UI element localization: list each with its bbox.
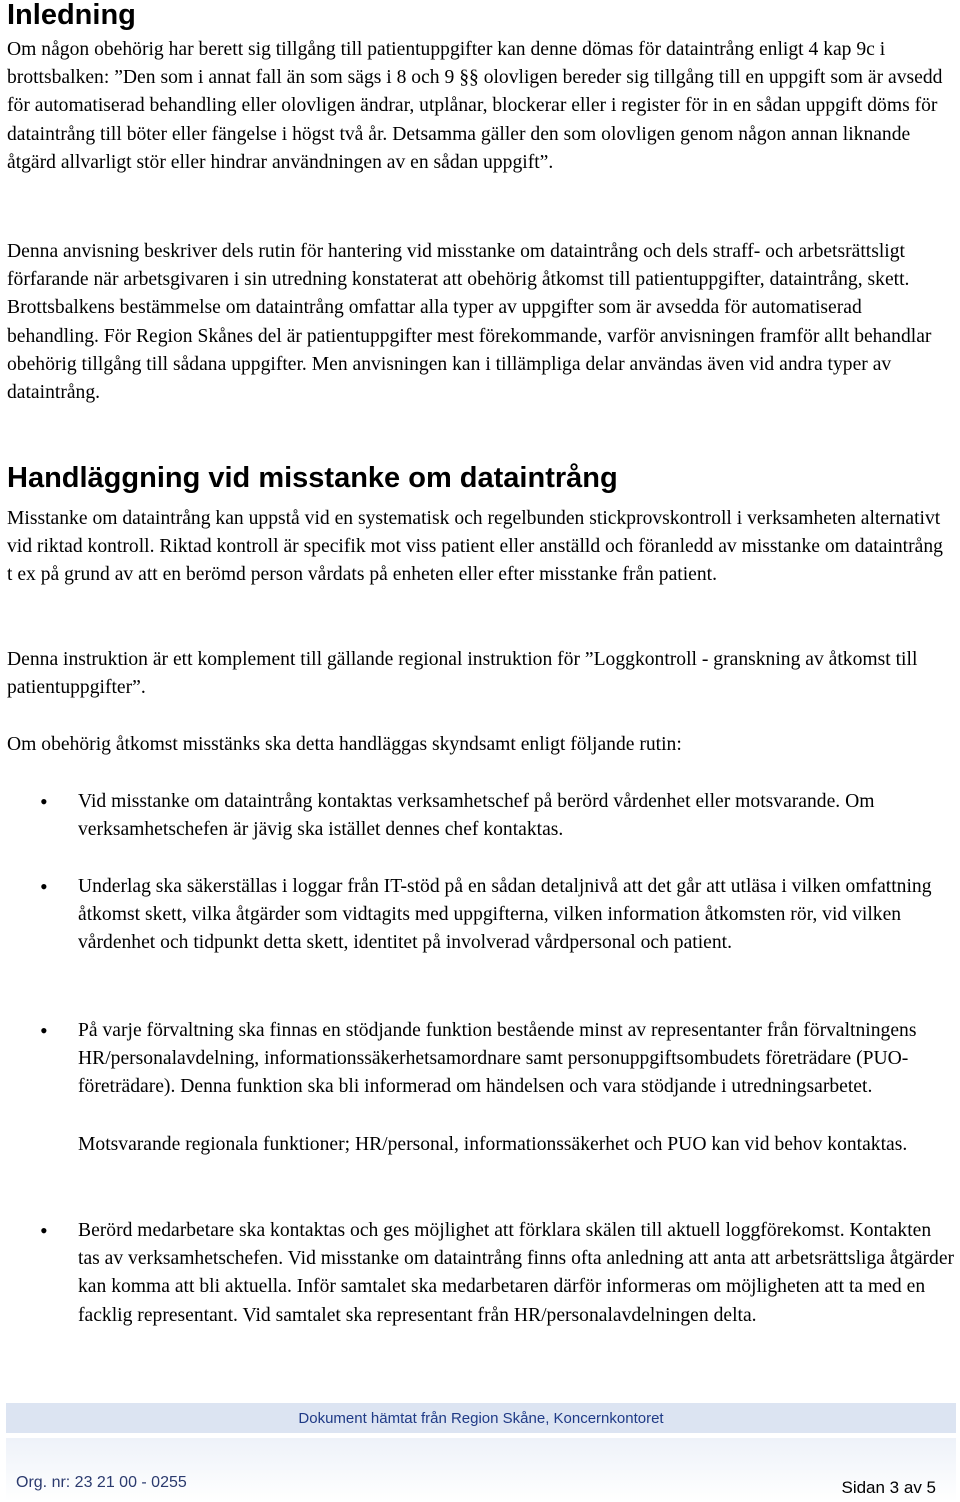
section-paragraph-1: Misstanke om dataintrång kan uppstå vid en systematisk och regelbunden stickprovskontroll i verksamheten alternativt vid riktad kontroll. Riktad kontroll är specifik mot viss patient eller anställd och föranledd av misstanke om dataintrång t ex på grund av att en berömd person vårdats på enheten eller efter misstanke från patient.	[7, 508, 943, 586]
bullet-item-3-continuation: Motsvarande regionala funktioner; HR/personal, informationssäkerhet och PUO kan vid behov kontaktas.	[78, 1134, 908, 1155]
intro-paragraph-2: Denna anvisning beskriver dels rutin för hantering vid misstanke om dataintrång och dels straff- och arbetsrättsligt förfarande när arbetsgivaren i sin utredning konstaterat att obehörig åtkomst till patientuppgifter, dataintrång, skett. Brottsbalkens bestämmelse om dataintrång omfattar alla typer av uppgifter som är avsedda för automatiserad behandling. För Region Skånes del är patientuppgifter mest förekommande, varför anvisningen framför allt behandlar obehörig tillgång till sådana uppgifter. Men anvisningen kan i tillämpliga delar användas även vid andra typer av dataintrång.	[7, 241, 932, 404]
bullet-dot-icon: •	[40, 874, 48, 899]
section-paragraph-2: Denna instruktion är ett komplement till gällande regional instruktion för ”Loggkontroll - granskning av åtkomst till patientuppgifter”.	[7, 649, 918, 699]
bullet-item-2: Underlag ska säkerställas i loggar från IT-stöd på en sådan detaljnivå att det går att utläsa i vilken omfattning åtkomst skett, vilka åtgärder som vidtagits med uppgifterna, vilken information åtkomsten rör, vid vilken vårdenhet och tidpunkt detta skett, identitet på involverad vårdpersonal och patient.	[78, 876, 932, 954]
footer-source-band	[6, 1403, 956, 1433]
footer-source-text: Dokument hämtat från Region Skåne, Koncernkontoret	[298, 1409, 664, 1427]
section-paragraph-3: Om obehörig åtkomst misstänks ska detta handläggas skyndsamt enligt följande rutin:	[7, 734, 682, 755]
bullet-item-4: Berörd medarbetare ska kontaktas och ges möjlighet att förklara skälen till aktuell loggförekomst. Kontakten tas av verksamhetschefen. Vid misstanke om dataintrång finns ofta anledning att anta att arbetsrättsliga åtgärder kan komma att bli aktuella. Inför samtalet ska medarbetaren därför informeras om möjligheten att ta med en facklig representant. Vid samtalet ska representant från HR/personalavdelningen delta.	[78, 1220, 955, 1326]
intro-paragraph-1: Om någon obehörig har berett sig tillgång till patientuppgifter kan denne dömas för dataintrång enligt 4 kap 9c i brottsbalken: ”Den som i annat fall än som sägs i 8 och 9 §§ olovligen bereder sig tillgång till en uppgift som är avsedd för automatiserad behandling eller olovligen ändrar, utplånar, blockerar eller i register för in en sådan uppgift döms för dataintrång till böter eller fängelse i högst två år. Detsamma gäller den som olovligen genom någon annan liknande åtgärd allvarligt stör eller hindrar användningen av en sådan uppgift”.	[7, 39, 943, 173]
heading-inledning: Inledning	[7, 0, 136, 31]
bullet-dot-icon: •	[40, 1218, 48, 1243]
footer	[6, 1438, 956, 1502]
heading-handlaggning: Handläggning vid misstanke om dataintrång	[7, 462, 618, 494]
bullet-dot-icon: •	[40, 789, 48, 814]
footer-org-number: Org. nr: 23 21 00 - 0255	[16, 1474, 187, 1491]
bullet-item-3: På varje förvaltning ska finnas en stödjande funktion bestående minst av representanter från förvaltningens HR/personalavdelning, informationssäkerhetsamordnare samt personuppgiftsombudets företrädare (PUO-företrädare). Denna funktion ska bli informerad om händelsen och vara stödjande i utredningsarbetet.	[78, 1020, 917, 1098]
bullet-dot-icon: •	[40, 1018, 48, 1043]
bullet-item-1: Vid misstanke om dataintrång kontaktas verksamhetschef på berörd vårdenhet eller motsvarande. Om verksamhetschefen är jävig ska istället dennes chef kontaktas.	[78, 791, 875, 841]
footer-page-number: Sidan 3 av 5	[841, 1478, 936, 1497]
